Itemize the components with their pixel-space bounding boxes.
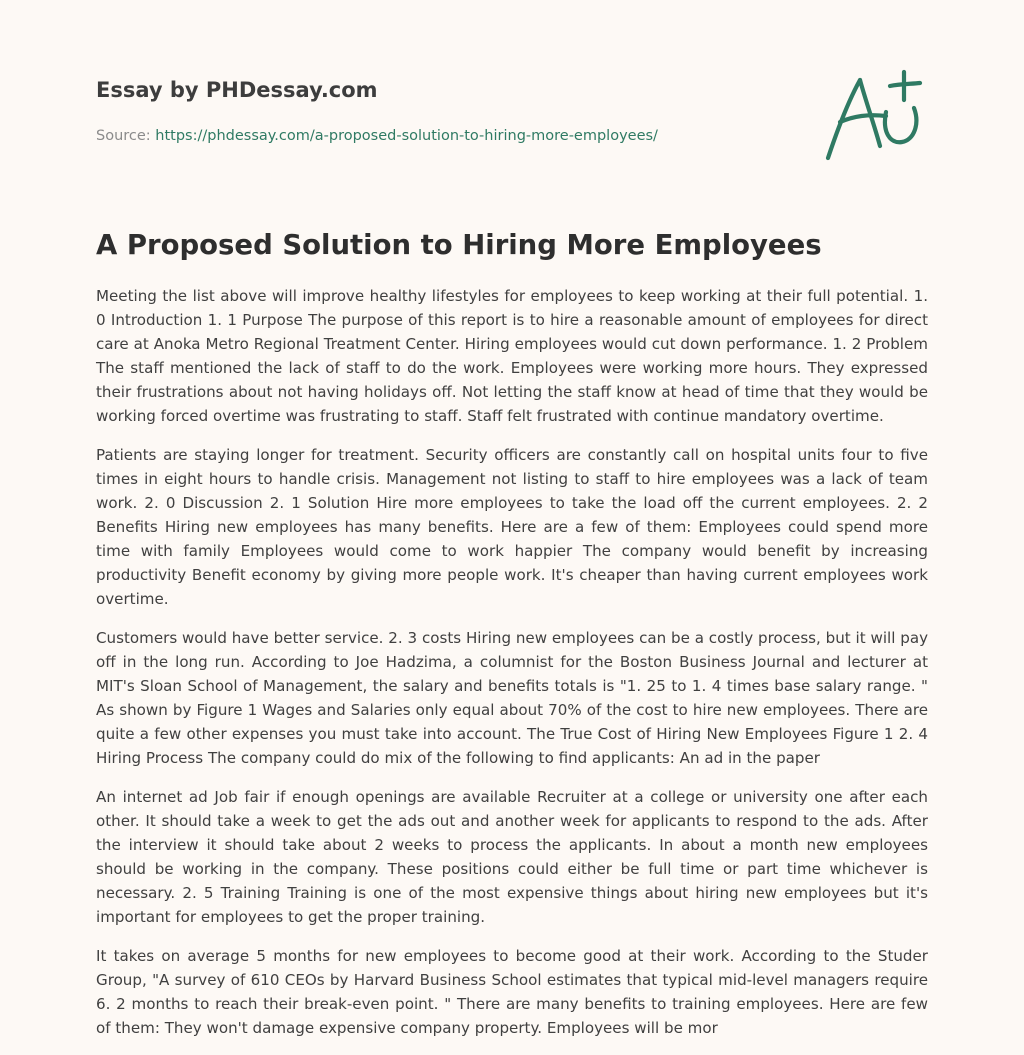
paragraph: It takes on average 5 months for new employees to become good at their work. According to the Studer Group, "A survey of 610 CEOs by Harvard Business School estimates that typical mid-level managers require 6. 2 months to reach their break-even point. " There are many benefits to training employees. Here are few of them: They won't damage expensive company property. Employees will be mor: [96, 947, 928, 1037]
a-plus-logo-icon: [820, 66, 930, 166]
paragraph: An internet ad Job fair if enough openings are available Recruiter at a college or university one after each other. It should take a week to get the ads out and another week for applicants to respond to the ads. After the interview it should take about 2 weeks to process the applicants. In about a month new employees should be working in the company. These positions could either be full time or part time whichever is necessary. 2. 5 Training Training is one of the most expensive things about hiring new employees but it's important for employees to get the proper training.: [96, 788, 928, 926]
source-line: [96, 126, 796, 146]
paragraph: Customers would have better service. 2. 3 costs Hiring new employees can be a costly process, but it will pay off in the long run. According to Joe Hadzima, a columnist for the Boston Business Journal and lecturer at MIT's Sloan School of Management, the salary and benefits totals is "1. 25 to 1. 4 times base salary range. " As shown by Figure 1 Wages and Salaries only equal about 70% of the cost to hire new employees. There are quite a few other expenses you must take into account. The True Cost of Hiring New Employees Figure 1 2. 4 Hiring Process The company could do mix of the following to find applicants: An ad in the paper: [96, 629, 928, 767]
page-header: [96, 76, 796, 146]
paragraph: Patients are staying longer for treatment. Security officers are constantly call on hospital units four to five times in eight hours to handle crisis. Management not listing to staff to hire employees was a lack of team work. 2. 0 Discussion 2. 1 Solution Hire more employees to take the load off the current employees. 2. 2 Benefits Hiring new employees has many benefits. Here are a few of them: Employees could spend more time with family Employees would come to work happier The company would benefit by increasing productivity Benefit economy by giving more people work. It's cheaper than having current employees work overtime.: [96, 446, 928, 608]
article-title: A Proposed Solution to Hiring More Employees: [96, 229, 822, 261]
site-brand: Essay by PHDessay.com: [96, 78, 378, 102]
source-link[interactable]: https://phdessay.com/a-proposed-solution-to-hiring-more-employees/: [155, 128, 658, 144]
article-body: [96, 284, 928, 1055]
source-label: Source:: [96, 128, 156, 144]
paragraph: Meeting the list above will improve healthy lifestyles for employees to keep working at their full potential. 1. 0 Introduction 1. 1 Purpose The purpose of this report is to hire a reasonable amount of employees for direct care at Anoka Metro Regional Treatment Center. Hiring employees would cut down performance. 1. 2 Problem The staff mentioned the lack of staff to do the work. Employees were working more hours. They expressed their frustrations about not having holidays off. Not letting the staff know at head of time that they would be working forced overtime was frustrating to staff. Staff felt frustrated with continue mandatory overtime.: [96, 287, 928, 425]
